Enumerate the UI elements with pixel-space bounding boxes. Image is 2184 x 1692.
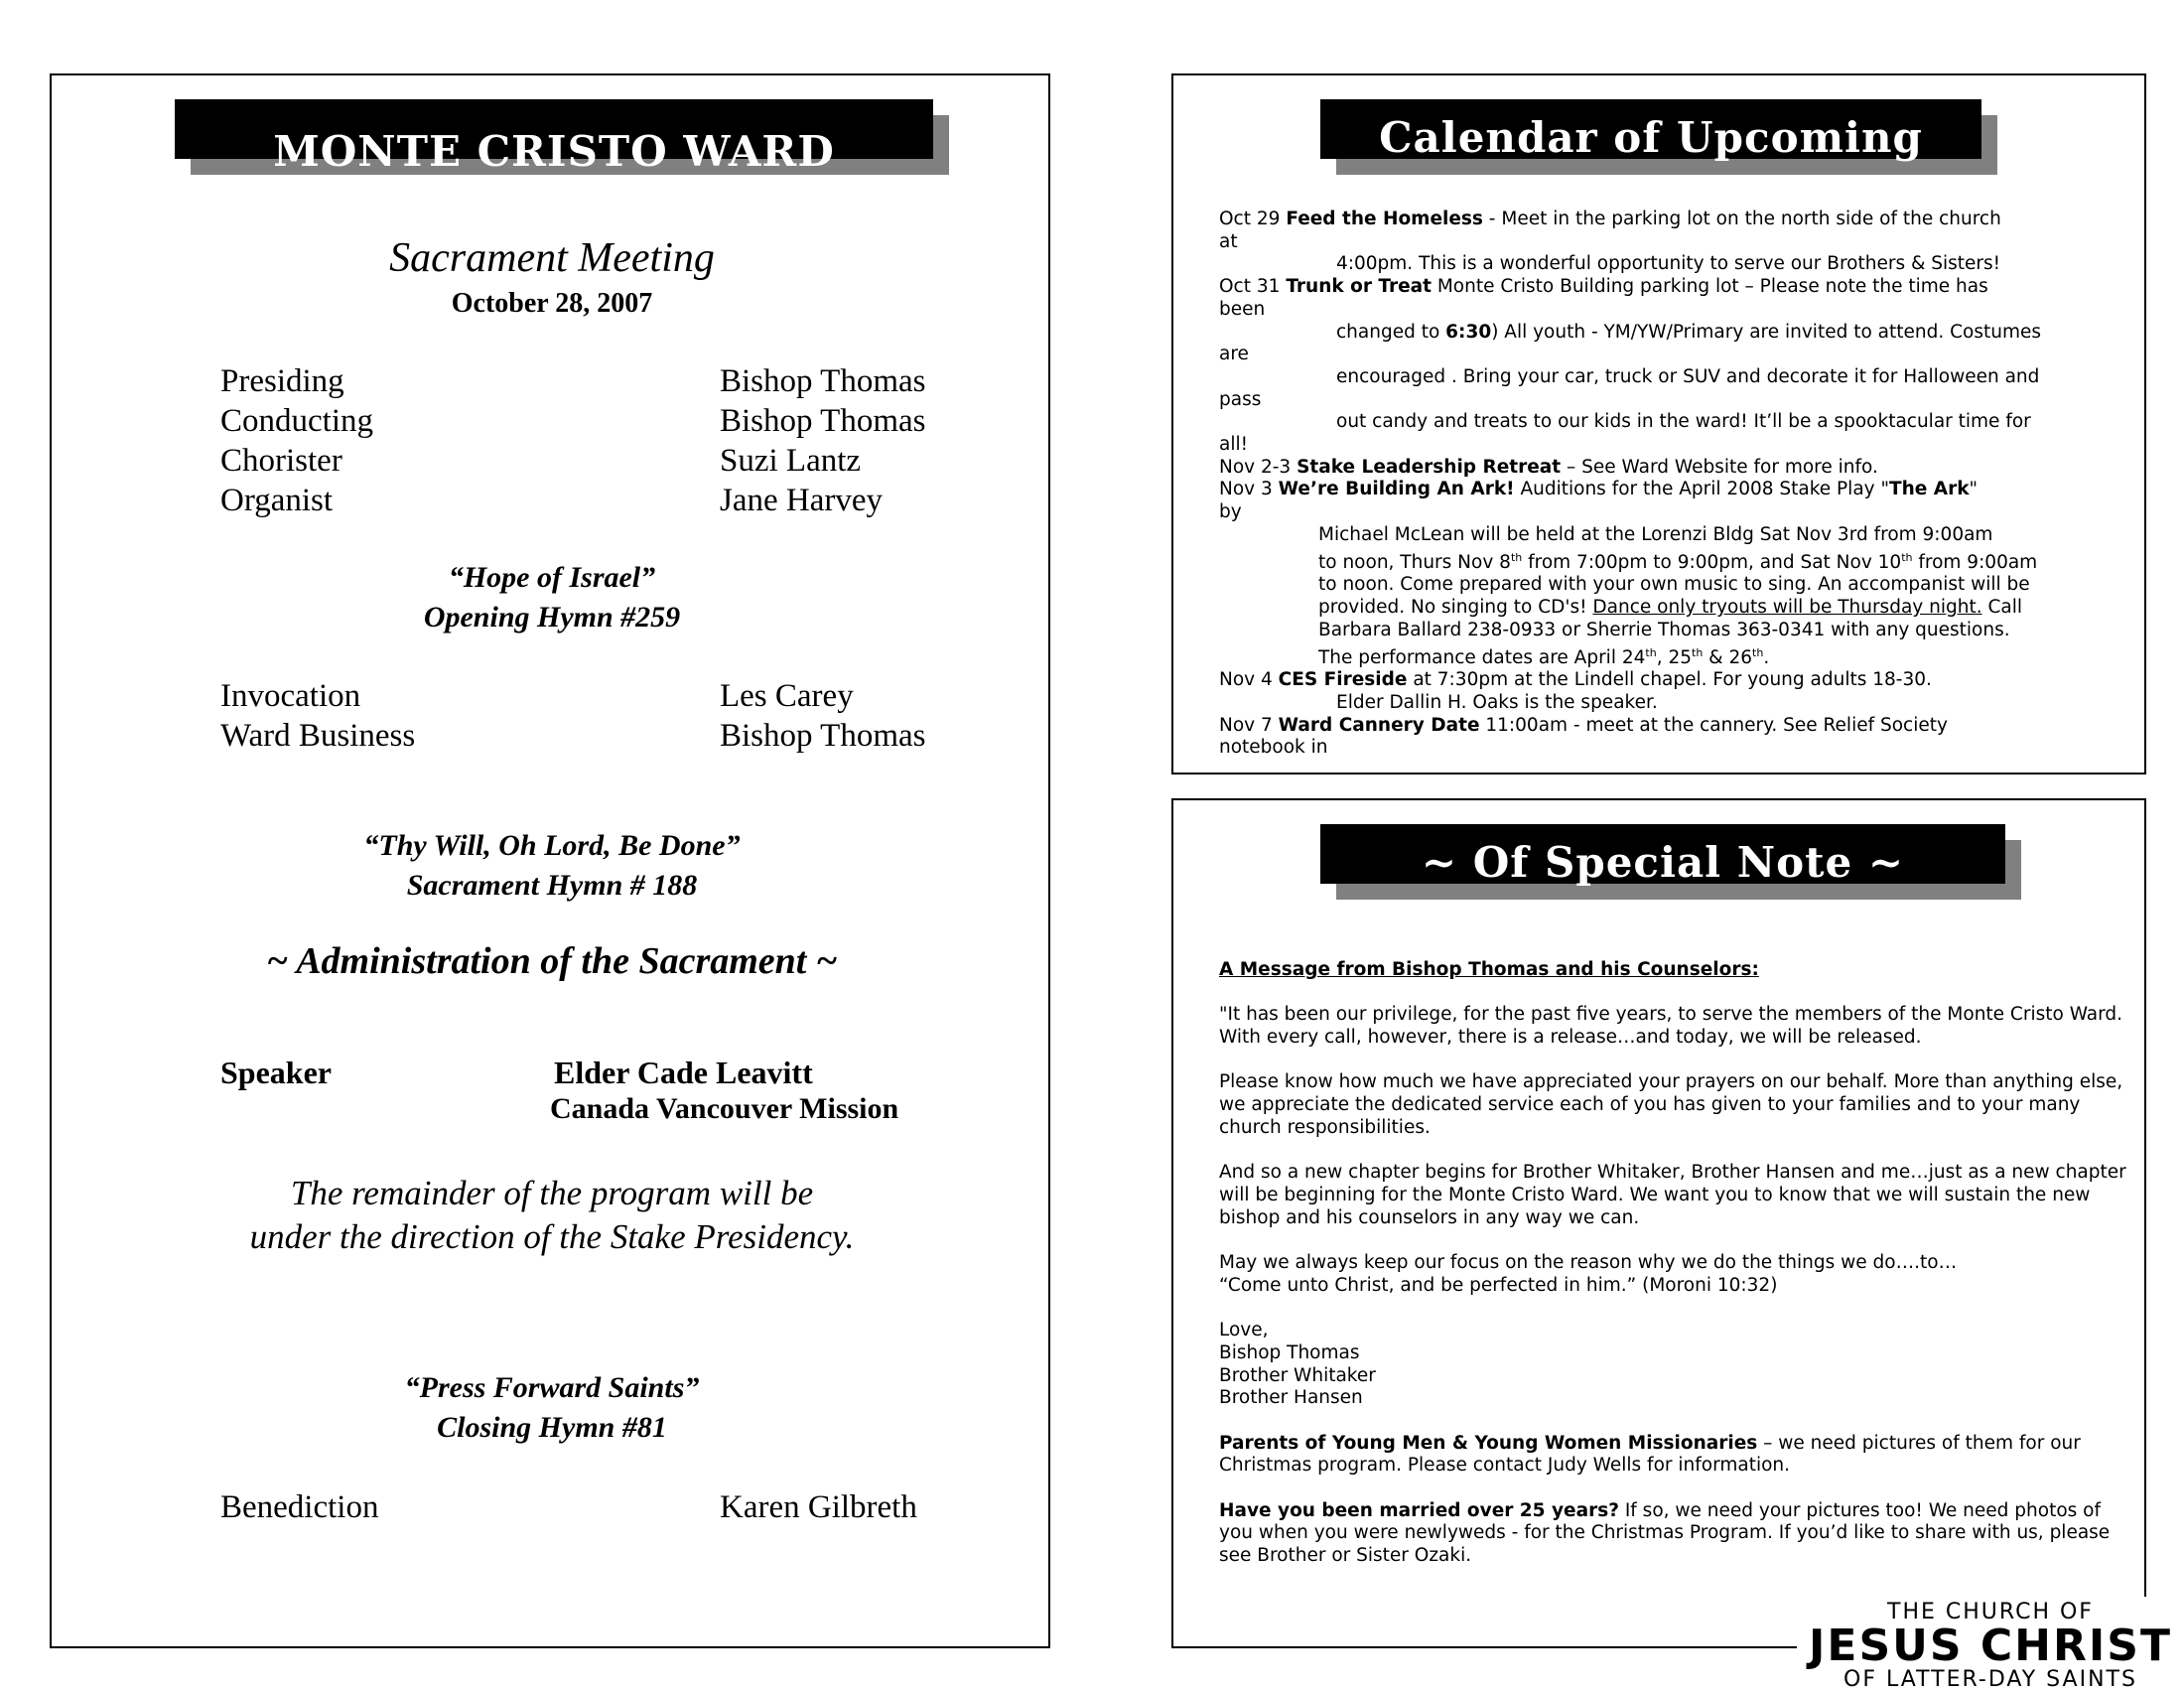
speaker-name: Elder Cade Leavitt [554, 1055, 813, 1090]
special-note-body [1219, 959, 2132, 1591]
role-label-organist: Organist [220, 483, 334, 518]
calendar-list [1219, 209, 2132, 759]
calendar-line: provided. No singing to CD's! Dance only tryouts will be Thursday night. Call [1318, 597, 2022, 619]
remainder-line-1: The remainder of the program will be [290, 1174, 814, 1212]
program-panel [50, 73, 1050, 1648]
calendar-line: pass [1219, 388, 1262, 410]
opening-hymn-title: “Hope of Israel” [448, 561, 656, 594]
role-name-invocation: Les Carey [720, 678, 854, 714]
closing-hymn-title: “Press Forward Saints” [404, 1371, 700, 1404]
calendar-line: been [1219, 298, 1266, 320]
message-paragraph-3: And so a new chapter begins for Brother Whitaker, Brother Hansen and me…just as a new chapter will be beginning for the Monte Cristo Ward. We want you to know that we will sustain the new bishop and his counselors in any way we can. [1219, 1162, 2126, 1228]
message-header: A Message from Bishop Thomas and his Counselors: [1219, 959, 1759, 980]
administration-heading: ~ Administration of the Sacrament ~ [266, 940, 838, 982]
special-note-banner [1320, 824, 2005, 887]
speaker-mission: Canada Vancouver Mission [550, 1092, 899, 1125]
calendar-line: Oct 29 Feed the Homeless - Meet in the parking lot on the north side of the church [1219, 209, 2001, 229]
calendar-line: out candy and treats to our kids in the ward! It’ll be a spooktacular time for [1336, 411, 2031, 433]
program-banner-text: MONTE CRISTO WARD [273, 127, 835, 176]
calendar-line: encouraged . Bring your car, truck or SUV and decorate it for Halloween and [1336, 365, 2040, 387]
special-note-banner-text: ~ Of Special Note ~ [1421, 838, 1905, 887]
role-label-benediction: Benediction [220, 1489, 379, 1525]
calendar-line: all! [1219, 434, 1249, 456]
calendar-line: Nov 4 CES Fireside at 7:30pm at the Lindell chapel. For young adults 18-30. [1219, 669, 1932, 691]
role-name-benediction: Karen Gilbreth [720, 1489, 917, 1525]
message-signature: Love, Bishop Thomas Brother Whitaker Brother Hansen [1219, 1320, 1376, 1409]
logo-line-1: THE CHURCH OF [1887, 1600, 2094, 1624]
calendar-line: by [1219, 501, 1242, 523]
logo-line-3: OF LATTER-DAY SAINTS [1843, 1667, 2137, 1692]
role-label-invocation: Invocation [220, 678, 361, 714]
remainder-line-2: under the direction of the Stake Presidency. [249, 1217, 855, 1256]
program-banner [175, 99, 933, 176]
role-label-chorister: Chorister [220, 443, 342, 479]
calendar-line: at [1219, 230, 1238, 252]
married-notice: Have you been married over 25 years? If so, we need your pictures too! We need photos of you when you were newlyweds - for the Christmas Program. If you’d like to share with us, please see Brother or Sister Ozaki. [1219, 1499, 2111, 1567]
calendar-line: Nov 2-3 Stake Leadership Retreat – See Ward Website for more info. [1219, 456, 1878, 478]
calendar-line: 4:00pm. This is a wonderful opportunity to serve our Brothers & Sisters! [1336, 253, 2001, 275]
role-name-chorister: Suzi Lantz [720, 443, 862, 479]
role-name-ward-business: Bishop Thomas [720, 718, 926, 754]
calendar-line: Nov 7 Ward Cannery Date 11:00am - meet at the cannery. See Relief Society [1219, 714, 1948, 736]
calendar-line: Nov 3 We’re Building An Ark! Auditions for the April 2008 Stake Play "The Ark" [1219, 479, 1979, 500]
calendar-banner-text: Calendar of Upcoming [1379, 113, 1923, 162]
special-note-panel [1171, 798, 2146, 1648]
message-paragraph-4: May we always keep our focus on the reason why we do the things we do….to… “Come unto Christ, and be perfected in him.” (Moroni 10:32) [1219, 1252, 1958, 1296]
logo-line-2: JESUS CHRIST [1809, 1621, 2172, 1671]
message-paragraph-1: "It has been our privilege, for the past five years, to serve the members of the Monte Cristo Ward. With every call, however, there is a release…and today, we will be released. [1219, 1004, 2123, 1049]
meeting-title: Sacrament Meeting [389, 235, 715, 281]
calendar-line: are [1219, 344, 1249, 365]
role-label-ward-business: Ward Business [220, 718, 416, 754]
opening-hymn-number: Opening Hymn #259 [423, 601, 681, 634]
role-name-conducting: Bishop Thomas [720, 403, 926, 439]
role-name-presiding: Bishop Thomas [720, 363, 926, 399]
sacrament-hymn-number: Sacrament Hymn # 188 [406, 869, 698, 902]
role-label-conducting: Conducting [220, 403, 373, 439]
meeting-date: October 28, 2007 [451, 288, 653, 319]
calendar-line: The performance dates are April 24th, 25th & 26th. [1318, 645, 1770, 668]
calendar-line: changed to 6:30) All youth - YM/YW/Primary are invited to attend. Costumes [1336, 321, 2042, 343]
speaker-label: Speaker [220, 1055, 332, 1090]
calendar-line: Michael McLean will be held at the Lorenzi Bldg Sat Nov 3rd from 9:00am [1318, 523, 1993, 545]
church-logo [1797, 1597, 2184, 1692]
calendar-line: Barbara Ballard 238-0933 or Sherrie Thomas 363-0341 with any questions. [1318, 619, 2010, 640]
missionaries-notice: Parents of Young Men & Young Women Missionaries – we need pictures of them for our Christmas program. Please contact Judy Wells for information. [1219, 1432, 2081, 1477]
closing-hymn-number: Closing Hymn #81 [437, 1411, 667, 1444]
message-paragraph-2: Please know how much we have appreciated your prayers on our behalf. More than anything else, we appreciate the dedicated service each of you has given to your families and to your many church responsibilities. [1219, 1071, 2123, 1138]
calendar-line: Oct 31 Trunk or Treat Monte Cristo Building parking lot – Please note the time has [1219, 276, 1988, 298]
calendar-panel [1171, 73, 2146, 775]
calendar-line: to noon. Come prepared with your own music to sing. An accompanist will be [1318, 574, 2030, 596]
calendar-line: Elder Dallin H. Oaks is the speaker. [1336, 692, 1658, 714]
sacrament-hymn-title: “Thy Will, Oh Lord, Be Done” [363, 829, 741, 862]
calendar-line: to noon, Thurs Nov 8th from 7:00pm to 9:00pm, and Sat Nov 10th from 9:00am [1318, 550, 2038, 573]
calendar-line: notebook in [1219, 737, 1328, 759]
role-label-presiding: Presiding [220, 363, 344, 399]
role-name-organist: Jane Harvey [720, 483, 884, 518]
calendar-banner [1320, 99, 1981, 162]
